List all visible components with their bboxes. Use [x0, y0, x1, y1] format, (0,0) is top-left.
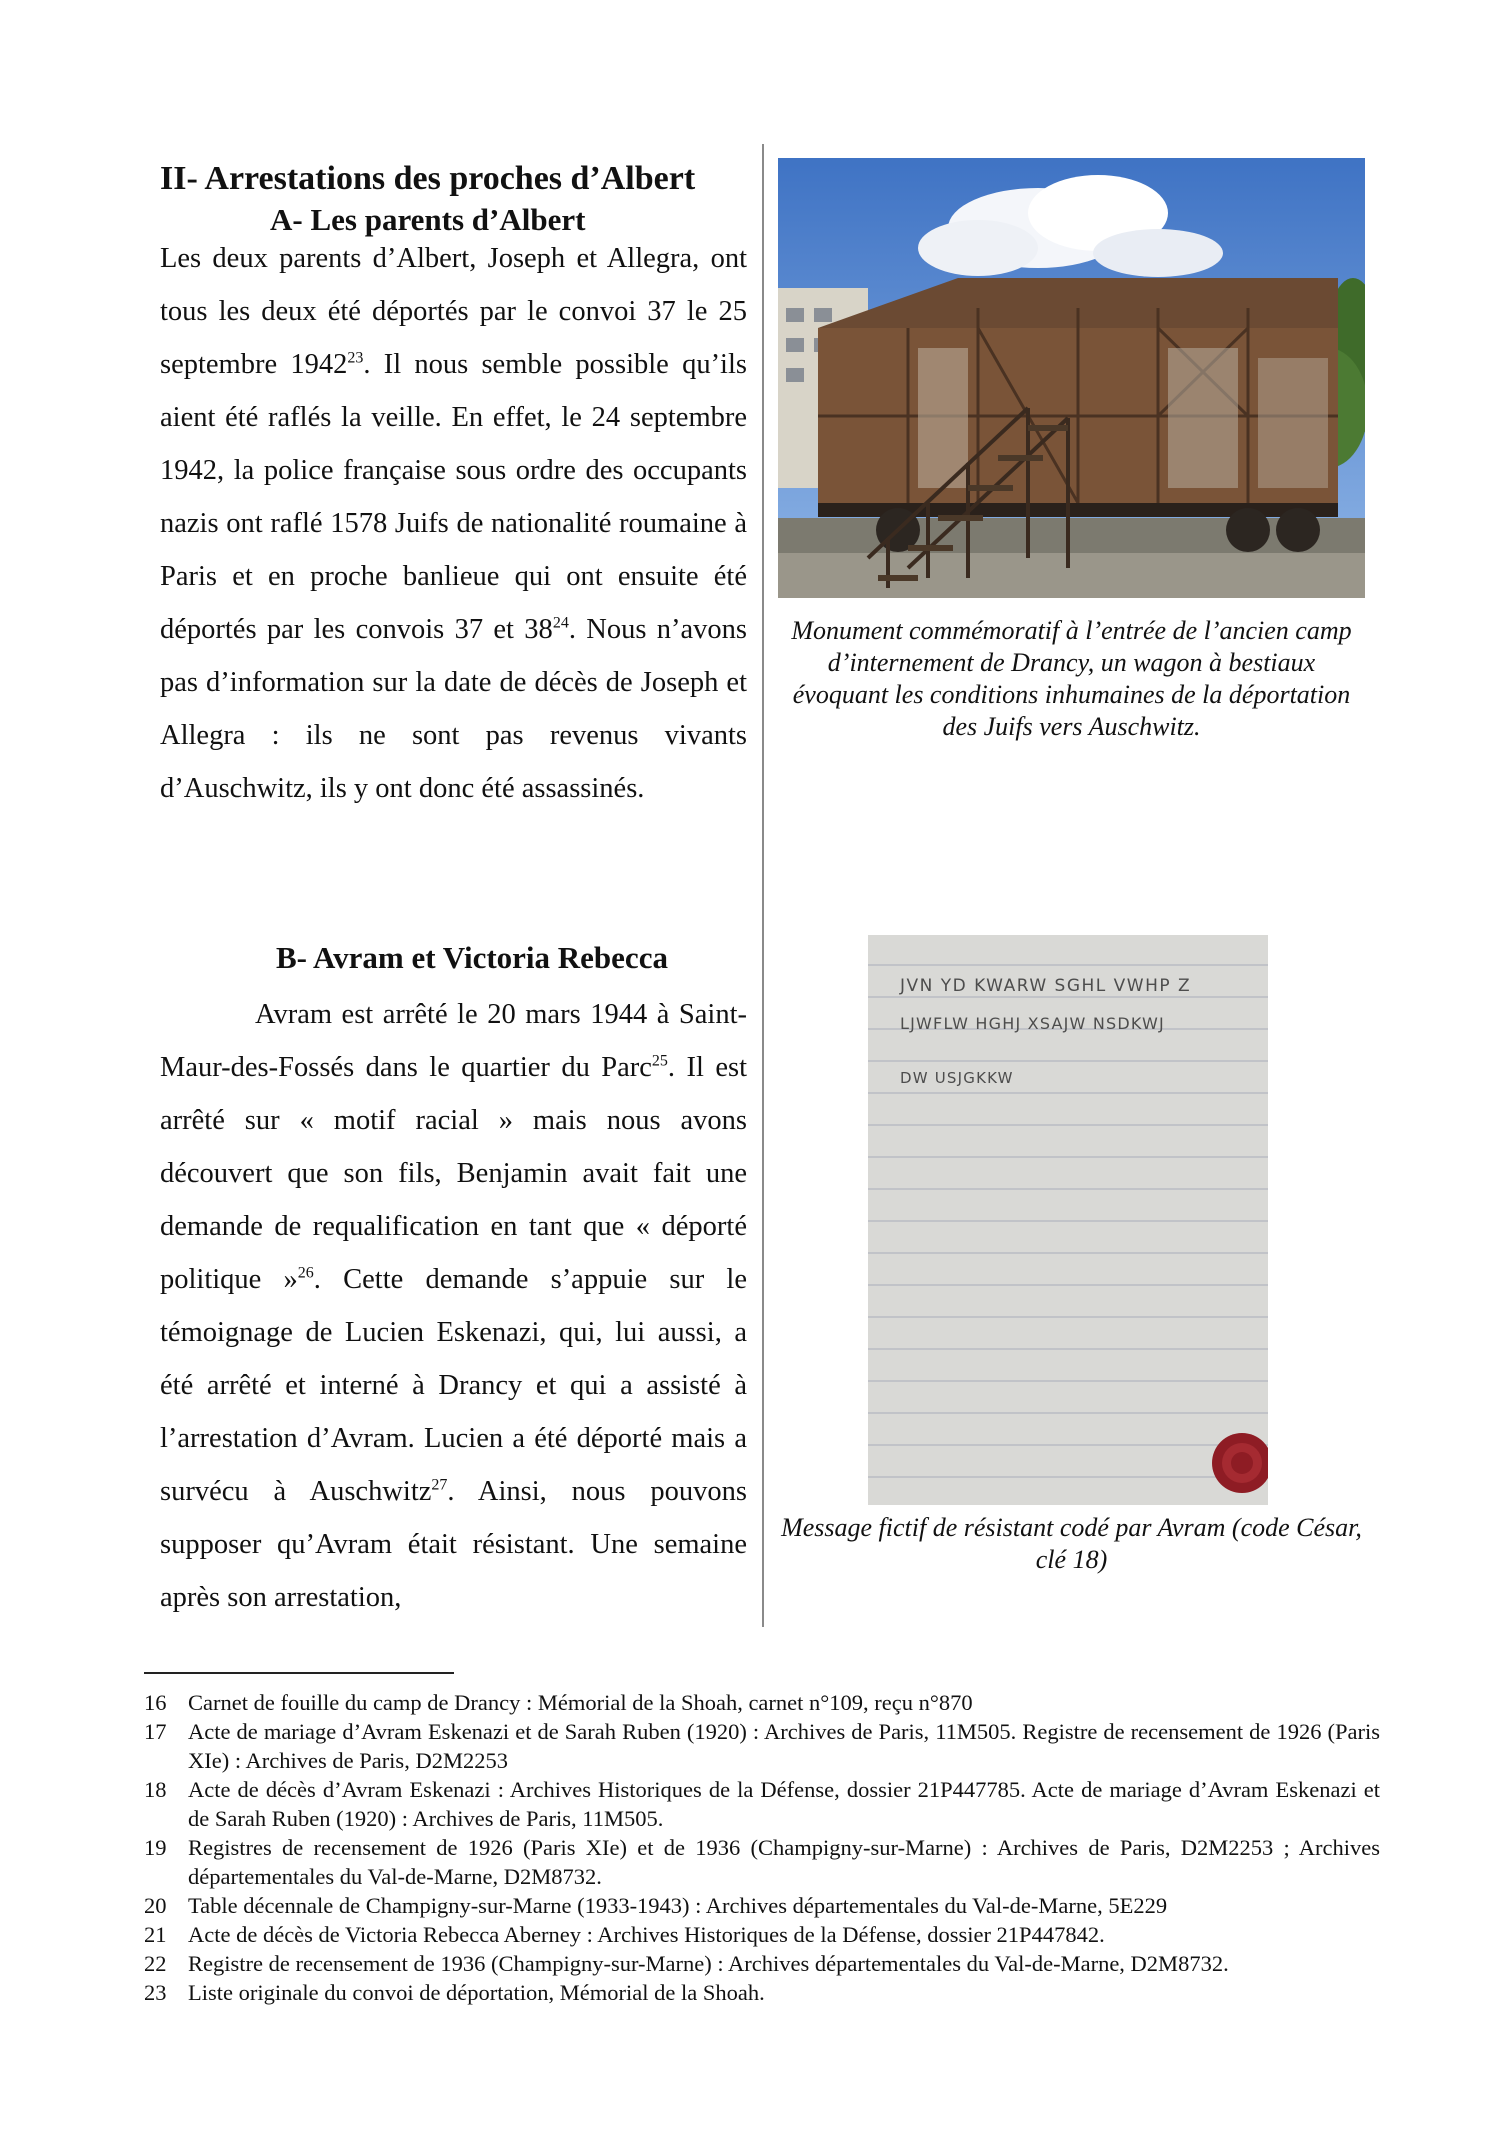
footnote-text: Liste originale du convoi de déportation, Mémorial de la Shoah. — [188, 1980, 765, 2005]
section-title: II- Arrestations des proches d’Albert — [160, 160, 696, 197]
footnote-number: 18 — [144, 1777, 167, 1802]
footnote-text: Acte de décès d’Avram Eskenazi : Archives Historiques de la Défense, dossier 21P447785. Acte de mariage d’Avram Eskenazi et de Sarah Ruben (1920) : Archives de Paris, 11M505. — [188, 1777, 1380, 1831]
paragraph-text: Les deux parents d’Albert, Joseph et Allegra, ont tous les deux été déportés par le convoi 37 le 25 septembre 1942 — [160, 243, 747, 380]
paragraph-text: . Cette demande s’appuie sur le témoignage de Lucien Eskenazi, qui, lui aussi, a été arrêté et interné à Drancy et qui a assisté à l’arrestation d’Avram. Lucien a été déporté mais a survécu à Auschwitz — [160, 1264, 747, 1507]
footnote-number: 20 — [144, 1893, 167, 1918]
coded-line: JVN YD KWARW SGHL VWHP Z — [900, 976, 1192, 996]
footnote-item — [144, 1833, 1380, 1891]
paragraph-text: Avram est arrêté le 20 mars 1944 à Saint-Maur-des-Fossés dans le quartier du Parc — [160, 999, 747, 1083]
drancy-wagon-photo — [778, 158, 1365, 598]
column-divider — [762, 144, 764, 1627]
footnote-ref: 25 — [651, 1052, 668, 1070]
footnote-ref: 24 — [552, 614, 569, 632]
footnote-item — [144, 1949, 1380, 1978]
footnote-text: Acte de décès de Victoria Rebecca Aberney : Archives Historiques de la Défense, dossier 21P447842. — [188, 1922, 1105, 1947]
footnotes-list — [144, 1688, 1380, 2007]
footnote-ref: 26 — [297, 1264, 314, 1282]
footnote-separator — [144, 1672, 454, 1674]
paragraph-text: . Nous n’avons pas d’information sur la date de décès de Joseph et Allegra : ils ne sont pas revenus vivants d’Auschwitz, ils y ont donc été assassinés. — [160, 614, 748, 804]
footnote-item — [144, 1920, 1380, 1949]
coded-message-photo — [868, 935, 1268, 1505]
footnote-ref: 23 — [347, 349, 364, 367]
footnote-text: Registre de recensement de 1936 (Champigny-sur-Marne) : Archives départementales du Val-de-Marne, D2M8732. — [188, 1951, 1229, 1976]
footnote-item — [144, 1717, 1380, 1775]
footnote-number: 22 — [144, 1951, 167, 1976]
footnote-number: 21 — [144, 1922, 167, 1947]
coded-line: LJWFLW HGHJ XSAJW NSDKWJ — [900, 1014, 1165, 1033]
subsection-a-title: A- Les parents d’Albert — [270, 202, 586, 237]
footnote-item — [144, 1978, 1380, 2007]
subsection-b-body — [160, 988, 747, 1624]
subsection-b-title: B- Avram et Victoria Rebecca — [276, 940, 668, 975]
footnote-text: Table décennale de Champigny-sur-Marne (1933-1943) : Archives départementales du Val-de-Marne, 5E229 — [188, 1893, 1168, 1918]
footnote-text: Registres de recensement de 1926 (Paris XIe) et de 1936 (Champigny-sur-Marne) : Archives de Paris, D2M2253 ; Archives départementales du Val-de-Marne, D2M8732. — [188, 1835, 1380, 1889]
footnote-ref: 27 — [431, 1476, 448, 1494]
footnote-item — [144, 1891, 1380, 1920]
paragraph-text: . Ainsi, nous pouvons supposer qu’Avram était résistant. Une semaine après son arrestation, — [160, 1476, 747, 1613]
footnote-number: 16 — [144, 1690, 167, 1715]
paragraph-text: . Il nous semble possible qu’ils aient été raflés la veille. En effet, le 24 septembre 1942, la police française sous ordre des occupants nazis ont raflé 1578 Juifs de nationalité roumaine à Paris et en proche banlieue qui ont ensuite été déportés par les convois 37 et 38 — [160, 349, 747, 645]
paragraph-text: . Il est arrêté sur « motif racial » mais nous avons découvert que son fils, Benjamin avait fait une demande de requalification en tant que « déporté politique » — [160, 1052, 747, 1295]
photo2-caption: Message fictif de résistant codé par Avram (code César, clé 18) — [781, 1513, 1362, 1574]
footnote-number: 19 — [144, 1835, 167, 1860]
footnote-item — [144, 1775, 1380, 1833]
footnote-number: 17 — [144, 1719, 167, 1744]
footnote-number: 23 — [144, 1980, 167, 2005]
coded-line: DW USJGKKW — [900, 1069, 1014, 1087]
subsection-a-body — [160, 232, 747, 815]
footnote-text: Acte de mariage d’Avram Eskenazi et de Sarah Ruben (1920) : Archives de Paris, 11M505. Registre de recensement de 1926 (Paris XIe) : Archives de Paris, D2M2253 — [188, 1719, 1380, 1773]
footnote-text: Carnet de fouille du camp de Drancy : Mémorial de la Shoah, carnet n°109, reçu n°870 — [188, 1690, 973, 1715]
photo1-caption: Monument commémoratif à l’entrée de l’ancien camp d’internement de Drancy, un wagon à bestiaux évoquant les conditions inhumaines de la déportation des Juifs vers Auschwitz. — [791, 616, 1352, 741]
footnote-item — [144, 1688, 1380, 1717]
